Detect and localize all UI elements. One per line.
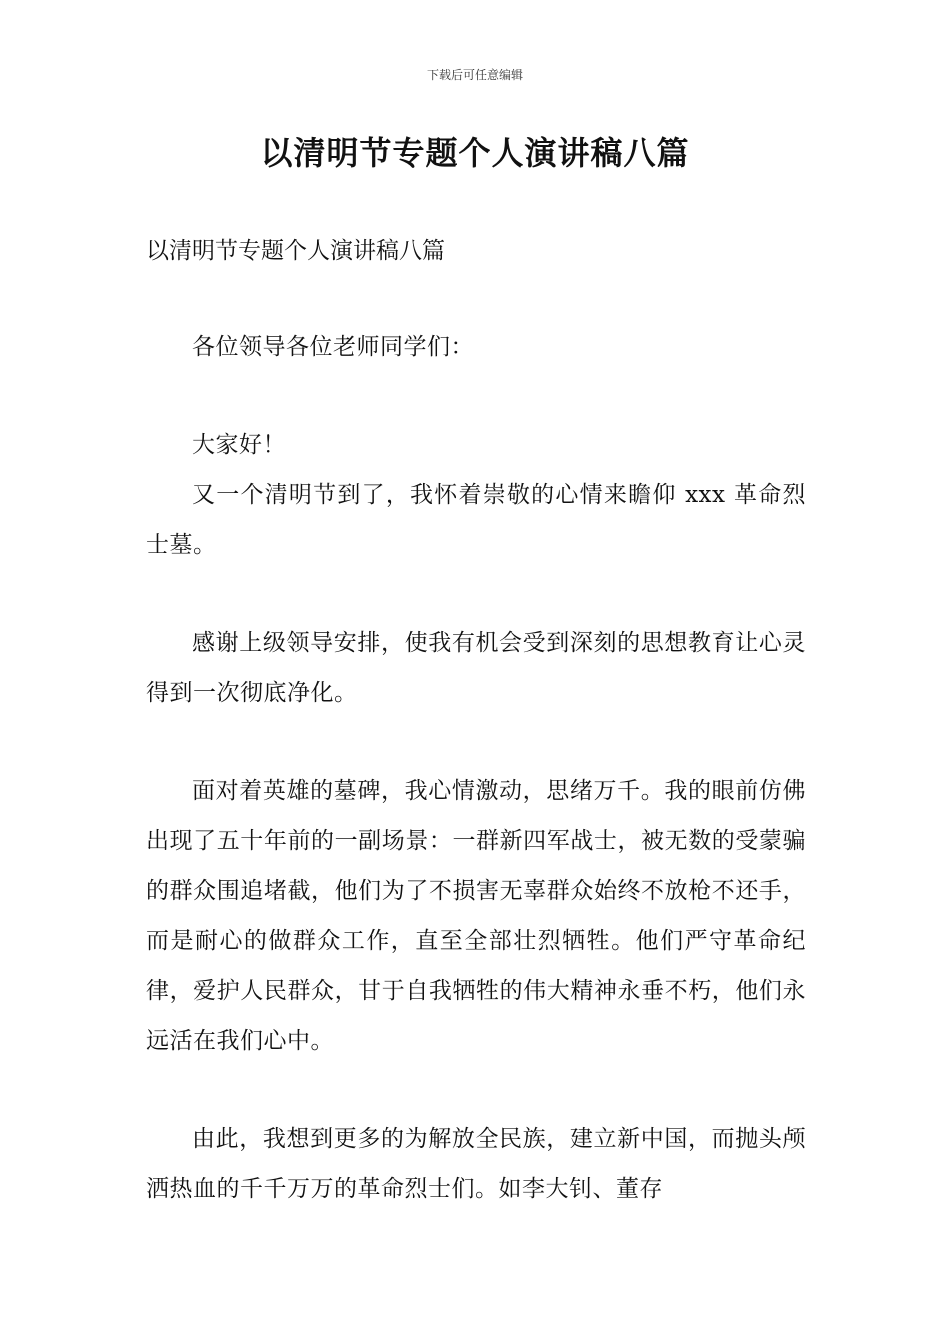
paragraph-greeting: 各位领导各位老师同学们： [192, 334, 474, 360]
paragraph-martyrs: 由此，我想到更多的为解放全民族，建立新中国，而抛头颅洒热血的千千万万的革命烈士们。如李大钊、董存 [146, 1126, 806, 1202]
paragraph-thanks: 感谢上级领导安排，使我有机会受到深刻的思想教育让心灵得到一次彻底净化。 [146, 630, 806, 706]
paragraph-hello: 大家好！ [192, 432, 286, 458]
document-subtitle: 以清明节专题个人演讲稿八篇 [146, 238, 445, 264]
paragraph-memorial: 面对着英雄的墓碑，我心情激动，思绪万千。我的眼前仿佛出现了五十年前的一副场景：一群新四军战士，被无数的受蒙骗的群众围追堵截，他们为了不损害无辜群众始终不放枪不还手，而是耐心的做群众工作，直至全部壮烈牺牲。他们严守革命纪律，爱护人民群众，甘于自我牺牲的伟大精神永垂不朽，他们永远活在我们心中。 [146, 778, 806, 1054]
document-body [146, 226, 806, 1262]
header-note: 下载后可任意编辑 [426, 68, 523, 82]
document-title: 以清明节专题个人演讲稿八篇 [260, 134, 690, 172]
paragraph-intro: 又一个清明节到了，我怀着崇敬的心情来瞻仰 xxx 革命烈士墓。 [146, 482, 806, 558]
